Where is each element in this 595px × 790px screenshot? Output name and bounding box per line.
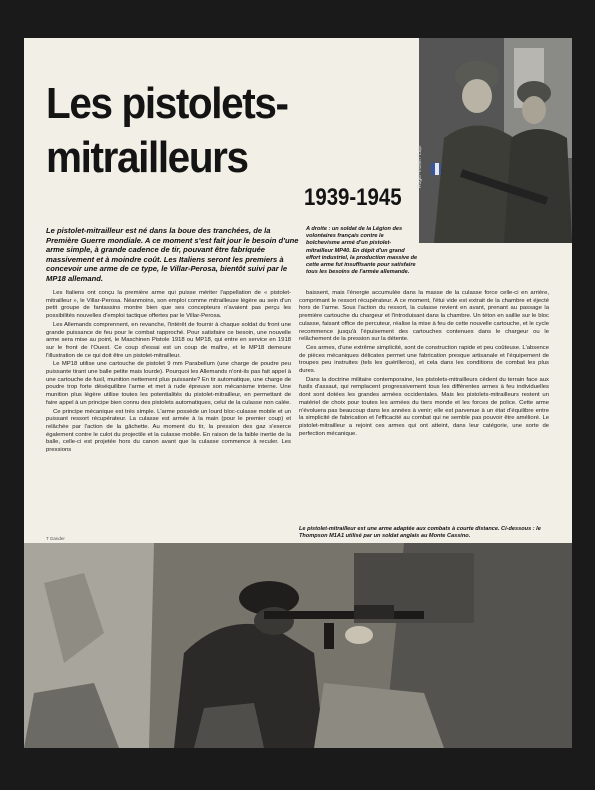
photo-credit-bottom: T Gander <box>46 536 65 541</box>
title-line-2: mitrailleurs <box>46 133 248 182</box>
soldier-thompson-photo <box>24 543 572 748</box>
caption-top: A droite : un soldat de la Légion des volontaires français contre le bolchevisme armé d'un pistolet-mitrailleur MP40. En dépit d'un grand effort industriel, la production massive de cette arme fut insuffisante pour satisfaire tous les besoins de l'armée allemande. <box>306 226 418 276</box>
soldiers-photo <box>419 38 572 243</box>
paragraph: Les Italiens ont conçu la première arme qui puisse mériter l'appellation de « pistolet-mitrailleur », le Villar-Perosa. Néanmoins, son emploi comme mitrailleuse légère au sein d'un petit groupe de fantassins montre bien que ses concepteurs n'avaient pas perçu les possibilités nouvelles d'emploi tactique offertes par le Villar-Perosa. <box>46 290 291 320</box>
paragraph: Dans la doctrine militaire contemporaine, les pistolets-mitrailleurs cèdent du terrain face aux fusils d'assaut, qui remplacent progressivement tous les différentes armes à feu individuelles dont sont dotées les grandes armées occidentales. Mais les pistolets-mitrailleurs restent un matériel de choix pour toutes les armées du tiers monde et les forces de police. Cette arme n'évoluera pas beaucoup dans les années à venir; elle est parvenue à un état d'équilibre entre la simplicité de fabrication et l'efficacité au combat qui ne semble pas pouvoir être amélioré. Le pistolet-mitrailleur a rejoint ces armes qui ont atteint, dans leur catégorie, une sorte de perfection mécanique. <box>299 376 549 437</box>
body-column-1 <box>46 290 291 538</box>
paragraph: baissent, mais l'énergie accumulée dans la masse de la culasse force celle-ci en arrière, comprimant le ressort récupérateur. A ce moment, l'étui vide est extrait de la chambre et éjecté hors de l'arme. Sous l'action du ressort, la culasse revient en avant, prenant au passage la première cartouche du chargeur et l'introduisant dans la chambre. Un téton en saillie sur le bloc culasse, faisant office de percuteur, réalise la mise à feu de cette nouvelle cartouche, et le cycle recommence jusqu'à l'épuisement des cartouches contenues dans le chargeur ou le relâchement de la pression sur la détente. <box>299 290 549 343</box>
paragraph: Ce principe mécanique est très simple. L'arme possède un lourd bloc-culasse mobile et un puissant ressort récupérateur. La culasse est armée à la main (pour le premier coup) et relâchée par l'action de la gâchette. Au moment du tir, la pression des gaz s'exerce également contre le culot du projectile et la culasse mobile. En raison de la faible inertie de la balle, celle-ci est projetée hors du canon avant que la culasse commence à reculer. Les pressions <box>46 408 291 454</box>
title-line-1: Les pistolets- <box>46 79 288 128</box>
body-column-2 <box>299 290 549 516</box>
caption-bottom: Le pistolet-mitrailleur est une arme adaptée aux combats à courte distance. Ci-dessous : le Thompson M1A1 utilisé par un soldat anglais au Monte Cassino. <box>299 526 541 540</box>
photo-credit-top: Roger-Viollet / Lapi <box>417 145 423 188</box>
paragraph: Ces armes, d'une extrême simplicité, sont de construction rapide et peu coûteuse. L'absence de pièces mécaniques délicates permet une fabrication presque artisanale et l'équipement de troupes peu instruites (tels les guérilleros), et cela dans les conditions de combat les plus dures. <box>299 344 549 375</box>
intro-paragraph: Le pistolet-mitrailleur est né dans la boue des tranchées, de la Première Guerre mondiale. A ce moment s'est fait jour le besoin d'une arme simple, à grande cadence de tir, pouvant être fabriquée massivement et à moindre coût. Les Italiens seront les premiers à concevoir une arme de ce type, le Villar-Perosa, bientôt suivi par le MP18 allemand. <box>46 226 299 283</box>
paragraph: Le MP18 utilise une cartouche de pistolet 9 mm Parabellum (une charge de poudre peu puissante tirant une balle petite mais lourde). Pourquoi les Allemands n'ont-ils pas fait appel à une cartouche de fusil, munition nettement plus puissante? En tir automatique, une charge de poudre trop forte déséquilibre l'arme et met à rude épreuve son mécanisme interne. Une munition plus légère utilise toutes les potentialités du pistolet-mitrailleur, en permettant de faire appel à un principe bien connu des pistolets automatiques, celui de la culasse non calée. <box>46 361 291 406</box>
magazine-page <box>24 38 572 748</box>
paragraph: Les Allemands comprennent, en revanche, l'intérêt de fournir à chaque soldat du front une grande puissance de feu pour le combat rapproché. Pour satisfaire ce besoin, une nouvelle arme sera mise au point, le Maschinen Pistole 1918 ou MP18, qui entre en service en 1918 sur le front de l'Ouest. Ce coup d'essai est un coup de maître, et le MP18 demeure l'illustration de ce qui doit être un pistolet-mitrailleur. <box>46 321 291 359</box>
title-years: 1939-1945 <box>304 184 402 211</box>
